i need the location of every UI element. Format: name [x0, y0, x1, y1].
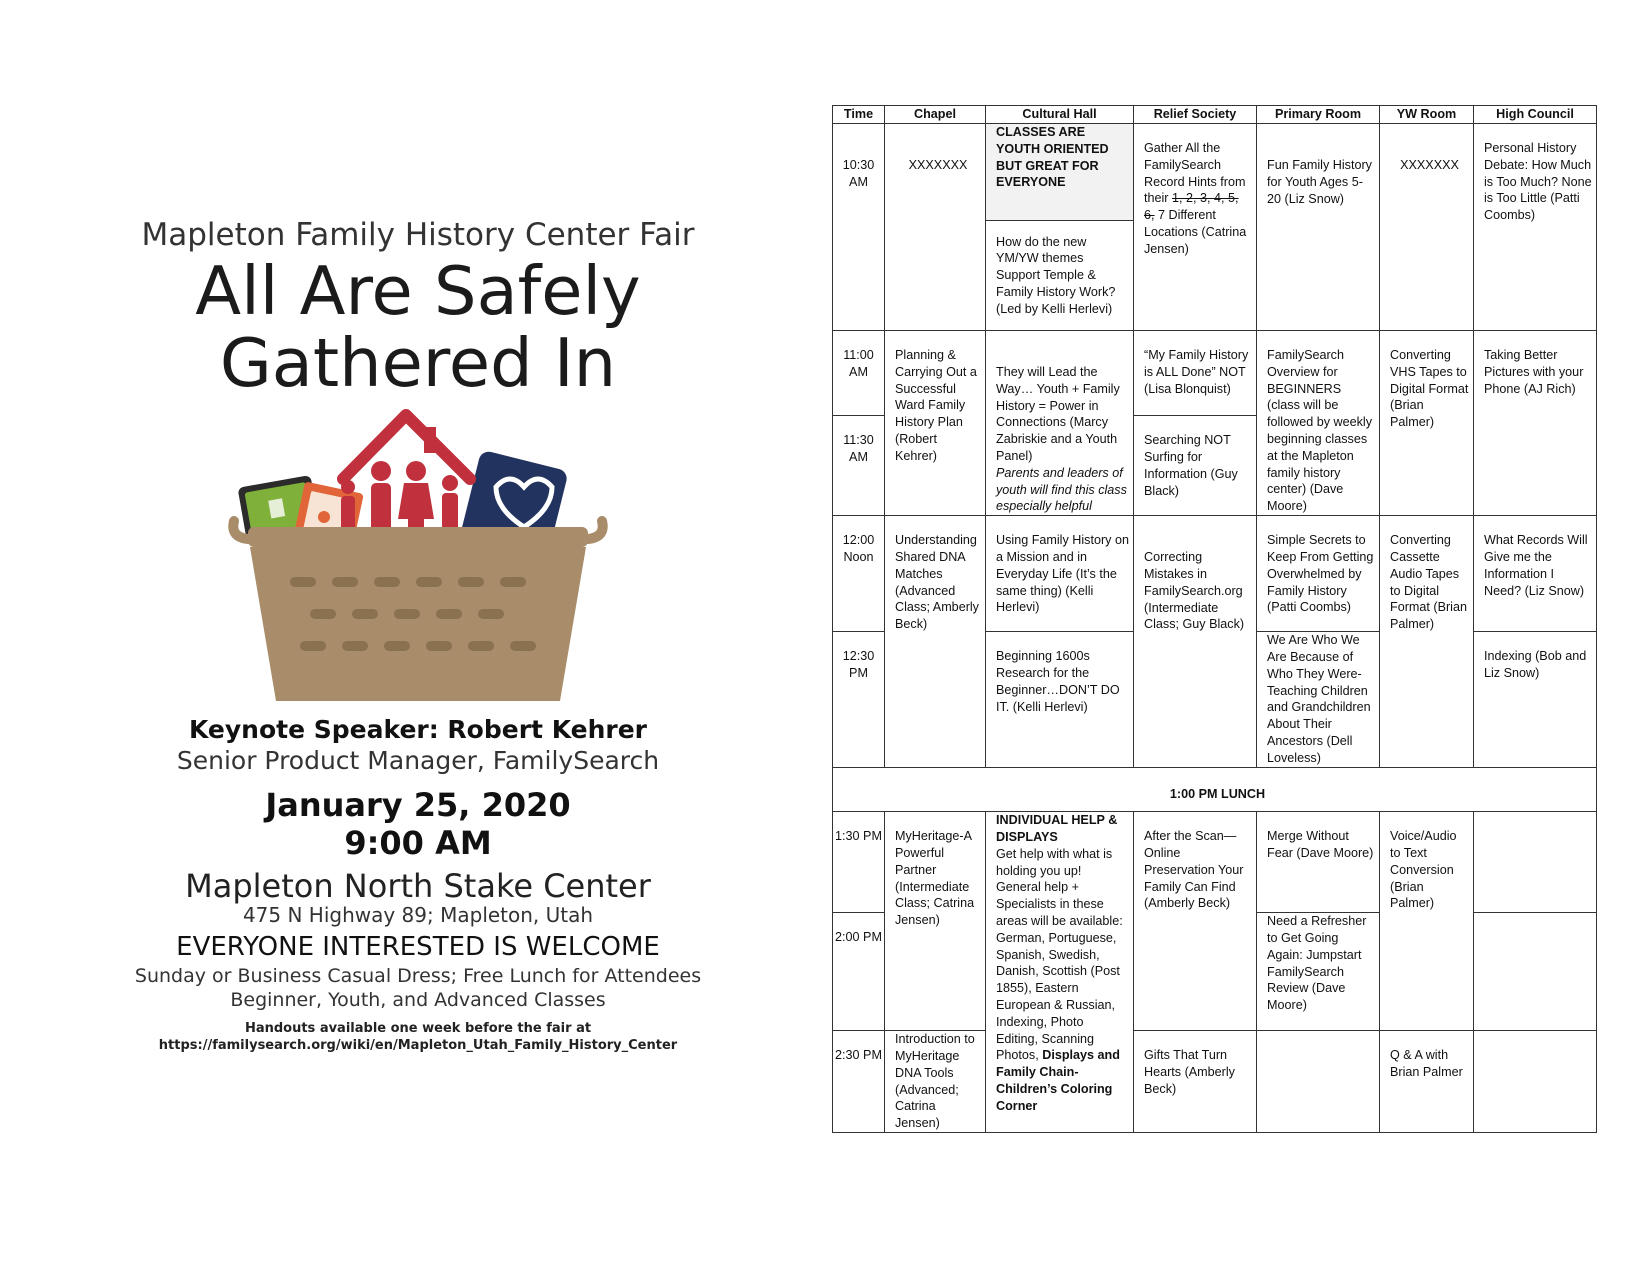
chapel-session: XXXXXXX: [885, 124, 986, 331]
schedule-table: [832, 105, 1597, 1133]
headline-line-1: All Are Safely: [195, 252, 641, 330]
lunch-banner: 1:00 PM LUNCH: [833, 768, 1597, 812]
relief-society-session: “My Family History is ALL Done” NOT (Lisa Blonquist): [1134, 331, 1257, 416]
high-council-session: Indexing (Bob and Liz Snow): [1474, 632, 1597, 768]
cultural-hall-session: How do the new YM/YW themes Support Temple & Family History Work? (Led by Kelli Herlevi): [986, 221, 1134, 331]
time-slot: 1:30 PM: [833, 812, 885, 913]
time-slot: 12:00 Noon: [833, 516, 885, 632]
primary-room-session: We Are Who We Are Because of Who They Were-Teaching Children and Grandchildren About Their Ancestors (Dell Loveless): [1257, 632, 1380, 768]
chapel-session: Understanding Shared DNA Matches (Advanced Class; Amberly Beck): [885, 516, 986, 768]
time-slot: 11:00 AM: [833, 331, 885, 416]
youth-oriented-banner: CLASSES ARE YOUTH ORIENTED BUT GREAT FOR EVERYONE: [986, 124, 1134, 221]
time-slot: 10:30 AM: [833, 124, 885, 331]
relief-society-session: Gather All the FamilySearch Record Hints from their 1, 2, 3, 4, 5, 6, 7 Different Locations (Catrina Jensen): [1134, 124, 1257, 331]
relief-society-session: Searching NOT Surfing for Information (Guy Black): [1134, 416, 1257, 516]
speaker-role: Senior Product Manager, FamilySearch: [176, 746, 660, 775]
event-venue: Mapleton North Stake Center: [185, 867, 651, 905]
table-row: [833, 1031, 1597, 1133]
column-header: Primary Room: [1257, 106, 1380, 124]
time-slot: 11:30 AM: [833, 416, 885, 516]
column-header: Chapel: [885, 106, 986, 124]
table-row: [833, 812, 1597, 913]
welcome-banner: EVERYONE INTERESTED IS WELCOME: [176, 932, 660, 962]
high-council-empty: [1474, 1031, 1597, 1133]
table-row: [833, 331, 1597, 416]
chapel-session: Introduction to MyHeritage DNA Tools (Advanced; Catrina Jensen): [885, 1031, 986, 1133]
primary-room-session: Simple Secrets to Keep From Getting Overwhelmed by Family History (Patti Coombs): [1257, 516, 1380, 632]
chapel-session: MyHeritage-A Powerful Partner (Intermediate Class; Catrina Jensen): [885, 812, 986, 1031]
yw-room-session: Converting VHS Tapes to Digital Format (Brian Palmer): [1380, 331, 1474, 516]
primary-room-session: Fun Family History for Youth Ages 5-20 (Liz Snow): [1257, 124, 1380, 331]
table-row: [833, 124, 1597, 221]
high-council-session: What Records Will Give me the Information I Need? (Liz Snow): [1474, 516, 1597, 632]
column-header: YW Room: [1380, 106, 1474, 124]
table-row: [833, 516, 1597, 632]
table-header-row: [833, 106, 1597, 124]
relief-society-session: Correcting Mistakes in FamilySearch.org (Intermediate Class; Guy Black): [1134, 516, 1257, 768]
primary-room-session: Merge Without Fear (Dave Moore): [1257, 812, 1380, 913]
column-header: Relief Society: [1134, 106, 1257, 124]
lunch-row: [833, 768, 1597, 812]
event-date: January 25, 2020: [265, 786, 571, 824]
column-header: Time: [833, 106, 885, 124]
event-address: 475 N Highway 89; Mapleton, Utah: [242, 903, 594, 927]
fair-title: Mapleton Family History Center Fair: [141, 217, 695, 253]
primary-room-session: FamilySearch Overview for BEGINNERS (class will be followed by weekly beginning classes at the Mapleton family history center) (Dave Moore): [1257, 331, 1380, 516]
primary-room-session: Need a Refresher to Get Going Again: Jumpstart FamilySearch Review (Dave Moore): [1257, 913, 1380, 1031]
time-slot: 2:30 PM: [833, 1031, 885, 1133]
handouts-note: Handouts available one week before the fair at: [244, 1021, 592, 1036]
keynote-speaker: Keynote Speaker: Robert Kehrer: [189, 715, 647, 744]
relief-society-session: Gifts That Turn Hearts (Amberly Beck): [1134, 1031, 1257, 1133]
cultural-hall-session: They will Lead the Way… Youth + Family History = Power in Connections (Marcy Zabriskie and a Youth Panel) Parents and leaders of youth will find this class especially helpful: [986, 331, 1134, 516]
high-council-empty: [1474, 812, 1597, 913]
event-time: 9:00 AM: [344, 824, 492, 862]
time-slot: 12:30 PM: [833, 632, 885, 768]
primary-room-empty: [1257, 1031, 1380, 1133]
relief-society-session: After the Scan—Online Preservation Your Family Can Find (Amberly Beck): [1134, 812, 1257, 1031]
column-header: High Council: [1474, 106, 1597, 124]
headline-line-2: Gathered In: [219, 324, 617, 402]
high-council-session: Personal History Debate: How Much is Too Much? None is Too Little (Patti Coombs): [1474, 124, 1597, 331]
high-council-empty: [1474, 913, 1597, 1031]
column-header: Cultural Hall: [986, 106, 1134, 124]
dress-code: Sunday or Business Casual Dress; Free Lunch for Attendees: [134, 965, 702, 987]
yw-room-session: XXXXXXX: [1380, 124, 1474, 331]
chapel-session: Planning & Carrying Out a Successful Ward Family History Plan (Robert Kehrer): [885, 331, 986, 516]
yw-room-session: Voice/Audio to Text Conversion (Brian Palmer): [1380, 812, 1474, 1031]
high-council-session: Taking Better Pictures with your Phone (AJ Rich): [1474, 331, 1597, 516]
class-levels: Beginner, Youth, and Advanced Classes: [230, 989, 606, 1011]
handouts-url[interactable]: https://familysearch.org/wiki/en/Mapleton_Utah_Family_History_Center: [158, 1038, 678, 1053]
struck-numbers: 1, 2, 3, 4, 5, 6,: [1144, 191, 1239, 223]
event-flyer: [118, 205, 718, 1054]
family-basket-logo: [228, 409, 608, 704]
cultural-hall-session: INDIVIDUAL HELP & DISPLAYS Get help with what is holding you up! General help + Specialists in these areas will be available: German, Portuguese, Spanish, Swedish, Danish, Scottish (Post 1855), Eastern European & Russian, Indexing, Photo Editing, Scanning Photos, Displays and Family Chain- Children’s Coloring Corner: [986, 812, 1134, 1133]
cultural-hall-session: Using Family History on a Mission and in Everyday Life (It’s the same thing) (Kelli Herlevi): [986, 516, 1134, 632]
cultural-hall-session: Beginning 1600s Research for the Beginner…DON’T DO IT. (Kelli Herlevi): [986, 632, 1134, 768]
yw-room-session: Q & A with Brian Palmer: [1380, 1031, 1474, 1133]
basket-icon: [233, 521, 602, 701]
yw-room-session: Converting Cassette Audio Tapes to Digital Format (Brian Palmer): [1380, 516, 1474, 768]
time-slot: 2:00 PM: [833, 913, 885, 1031]
